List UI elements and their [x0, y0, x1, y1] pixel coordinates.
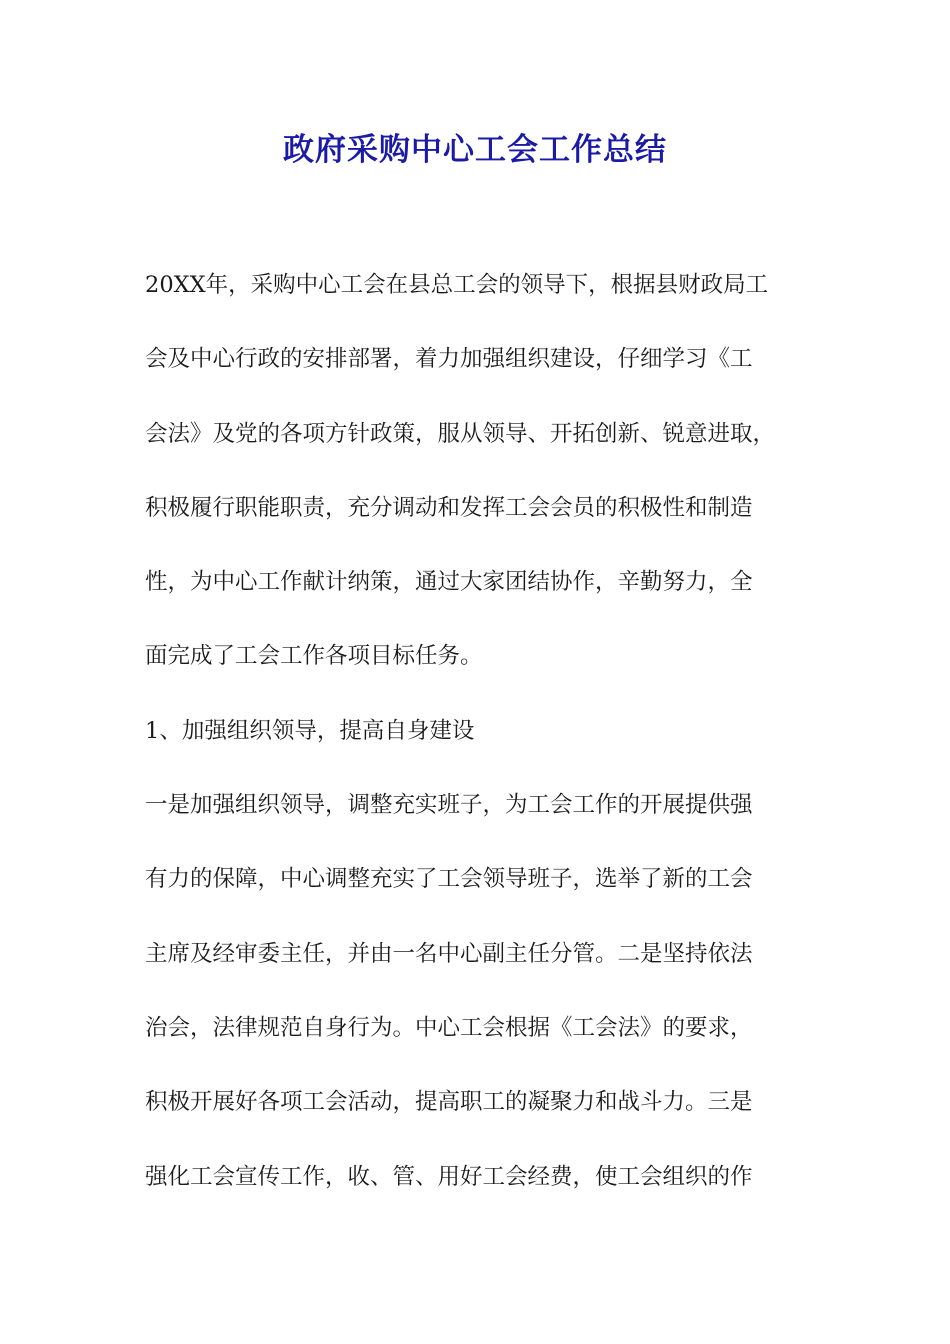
line-text: 面完成了工会工作各项目标任务。: [145, 643, 483, 670]
section-heading: [145, 704, 810, 778]
line-text: 会法》及党的各项方针政策，服从领导、开拓创新、锐意进取，: [145, 420, 776, 447]
paragraph-line: [145, 407, 810, 481]
line-text: 主席及经审委主任，并由一名中心副主任分管。二是坚持依法: [145, 940, 753, 967]
paragraph-line: [145, 927, 810, 1001]
paragraph-line: [145, 332, 810, 406]
heading-text: 1、加强组织领导，提高自身建设: [145, 717, 475, 744]
paragraph-line: [145, 1150, 810, 1224]
line-text: 有力的保障，中心调整充实了工会领导班子，选举了新的工会: [145, 866, 753, 893]
paragraph-line: [145, 778, 810, 852]
line-text: 20XX年，采购中心工会在县总工会的领导下，根据县财政局工: [145, 272, 769, 298]
line-text: 积极履行职能职责，充分调动和发挥工会会员的积极性和制造: [145, 494, 753, 521]
paragraph-line: [145, 555, 810, 629]
line-text: 治会，法律规范自身行为。中心工会根据《工会法》的要求，: [145, 1014, 753, 1041]
line-text: 性，为中心工作献计纳策，通过大家团结协作，辛勤努力，全: [145, 569, 753, 596]
document-body: [145, 258, 810, 1224]
paragraph-line: [145, 258, 810, 332]
line-text: 强化工会宣传工作，收、管、用好工会经费，使工会组织的作: [145, 1163, 753, 1190]
document-title: 政府采购中心工会工作总结: [283, 132, 667, 168]
paragraph-line: [145, 1001, 810, 1075]
line-text: 积极开展好各项工会活动，提高职工的凝聚力和战斗力。三是: [145, 1089, 753, 1116]
paragraph-line: [145, 481, 810, 555]
paragraph-line: [145, 629, 810, 703]
paragraph-line: [145, 852, 810, 926]
paragraph-line: [145, 1075, 810, 1149]
line-text: 一是加强组织领导，调整充实班子，为工会工作的开展提供强: [145, 792, 753, 819]
line-text: 会及中心行政的安排部署，着力加强组织建设，仔细学习《工: [145, 346, 753, 373]
